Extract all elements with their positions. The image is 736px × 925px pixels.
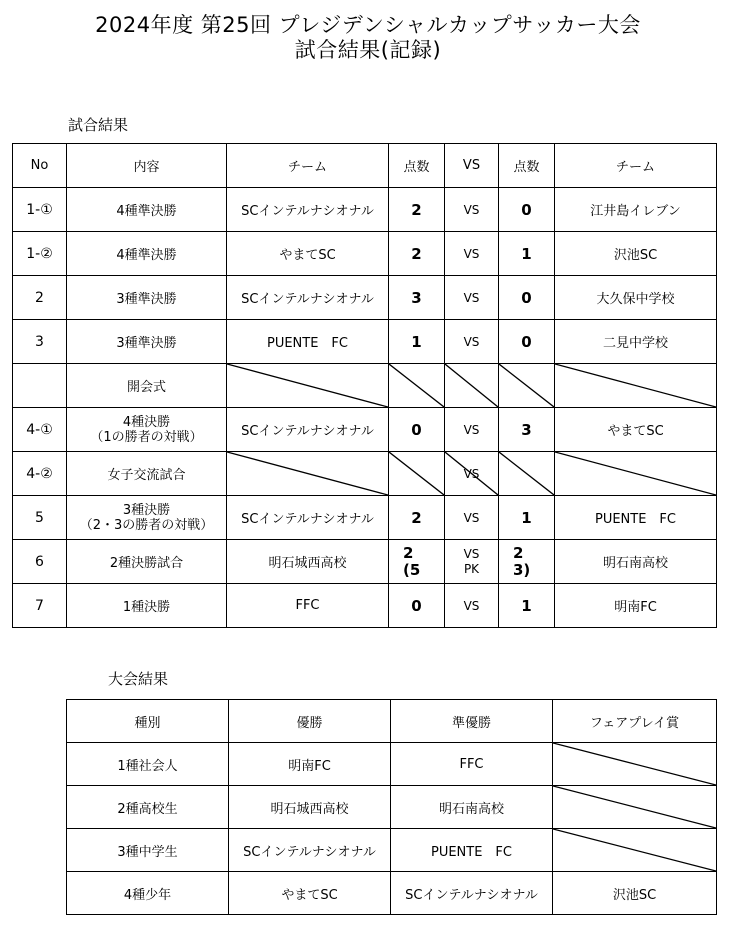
- vs-label: VS: [463, 466, 480, 481]
- award-category: 2種高校生: [67, 786, 229, 829]
- match-content: 女子交流試合: [67, 452, 227, 496]
- team2: やまてSC: [555, 408, 717, 452]
- match-no: 7: [13, 584, 67, 628]
- table-row: [67, 872, 717, 915]
- vs-label: VS: [445, 232, 499, 276]
- match-content: 4種準決勝: [67, 188, 227, 232]
- vs-label: VS: [445, 276, 499, 320]
- section-label-awards: 大会結果: [108, 670, 169, 688]
- team1: SCインテルナシオナル: [227, 408, 389, 452]
- results-header-row: [13, 144, 717, 188]
- table-row: [13, 496, 717, 540]
- vs-label-diagonal: [445, 452, 499, 496]
- team2: 明南FC: [555, 584, 717, 628]
- award-winner: 明南FC: [229, 743, 391, 786]
- table-row: [13, 364, 717, 408]
- vs-label: VS: [445, 320, 499, 364]
- award-winner: SCインテルナシオナル: [229, 829, 391, 872]
- match-no: 4-①: [13, 408, 67, 452]
- results-table: [12, 143, 717, 628]
- team2: 二見中学校: [555, 320, 717, 364]
- table-row: [13, 408, 717, 452]
- header-team1: チーム: [227, 144, 389, 188]
- score1: 2: [389, 188, 445, 232]
- score2: 1: [499, 496, 555, 540]
- empty-cell-diagonal: [499, 364, 555, 408]
- page-subtitle: 試合結果(記録): [294, 38, 442, 62]
- table-row: [67, 786, 717, 829]
- award-fairplay-diagonal: [553, 786, 717, 829]
- team2: 江井島イレブン: [555, 188, 717, 232]
- award-winner: やまてSC: [229, 872, 391, 915]
- award-runner-up: PUENTE FC: [391, 829, 553, 872]
- team1: 明石城西高校: [227, 540, 389, 584]
- award-category: 1種社会人: [67, 743, 229, 786]
- header-score2: 点数: [499, 144, 555, 188]
- score2: 0: [499, 188, 555, 232]
- pk-label: PK: [463, 561, 480, 576]
- team1: SCインテルナシオナル: [227, 496, 389, 540]
- header-vs: VS: [445, 144, 499, 188]
- score2-regular: 2: [513, 543, 524, 562]
- vs-label: VS: [445, 408, 499, 452]
- vs-label: VS: [445, 496, 499, 540]
- match-content: [67, 496, 227, 540]
- award-fairplay-diagonal: [553, 743, 717, 786]
- match-no: [13, 364, 67, 408]
- award-runner-up: 明石南高校: [391, 786, 553, 829]
- table-row: [13, 452, 717, 496]
- score2: 0: [499, 276, 555, 320]
- match-no: 3: [13, 320, 67, 364]
- score1: [389, 540, 445, 584]
- header-fairplay: フェアプレイ賞: [553, 700, 717, 743]
- match-content: 3種準決勝: [67, 276, 227, 320]
- table-row: [13, 188, 717, 232]
- score1-pk: (5: [403, 560, 421, 579]
- table-row: [13, 540, 717, 584]
- team1: SCインテルナシオナル: [227, 188, 389, 232]
- empty-cell-diagonal: [389, 452, 445, 496]
- awards-table: [66, 699, 717, 915]
- score1: 2: [389, 496, 445, 540]
- table-row: [13, 584, 717, 628]
- team2: 明石南高校: [555, 540, 717, 584]
- empty-cell-diagonal: [555, 364, 717, 408]
- vs-label: [445, 540, 499, 584]
- score2-pk: 3): [513, 560, 531, 579]
- score2: 3: [499, 408, 555, 452]
- match-content: 2種決勝試合: [67, 540, 227, 584]
- score1: 0: [389, 584, 445, 628]
- empty-cell-diagonal: [227, 452, 389, 496]
- section-label-results: 試合結果: [68, 116, 129, 134]
- score1: 0: [389, 408, 445, 452]
- empty-cell-diagonal: [555, 452, 717, 496]
- match-no: 4-②: [13, 452, 67, 496]
- match-content: 1種決勝: [67, 584, 227, 628]
- score1-regular: 2: [403, 543, 414, 562]
- table-row: [67, 743, 717, 786]
- match-content: 3種準決勝: [67, 320, 227, 364]
- team1: PUENTE FC: [227, 320, 389, 364]
- vs-label: VS: [445, 584, 499, 628]
- header-score1: 点数: [389, 144, 445, 188]
- match-content-line2: （1の勝者の対戦）: [90, 429, 203, 445]
- award-runner-up: SCインテルナシオナル: [391, 872, 553, 915]
- vs-label: VS: [445, 188, 499, 232]
- team2: PUENTE FC: [555, 496, 717, 540]
- header-winner: 優勝: [229, 700, 391, 743]
- match-content: 4種準決勝: [67, 232, 227, 276]
- match-content-line1: 3種決勝: [122, 502, 171, 518]
- score2: [499, 540, 555, 584]
- score2: 1: [499, 232, 555, 276]
- award-category: 4種少年: [67, 872, 229, 915]
- table-row: [13, 232, 717, 276]
- match-no: 1-①: [13, 188, 67, 232]
- award-runner-up: FFC: [391, 743, 553, 786]
- match-content: 開会式: [67, 364, 227, 408]
- header-no: No: [13, 144, 67, 188]
- match-content: [67, 408, 227, 452]
- empty-cell-diagonal: [389, 364, 445, 408]
- match-content-line2: （2・3の勝者の対戦）: [79, 517, 214, 533]
- awards-header-row: [67, 700, 717, 743]
- match-content-line1: 4種決勝: [122, 414, 171, 430]
- header-content: 内容: [67, 144, 227, 188]
- header-team2: チーム: [555, 144, 717, 188]
- score2: 1: [499, 584, 555, 628]
- team1: SCインテルナシオナル: [227, 276, 389, 320]
- team2: 沢池SC: [555, 232, 717, 276]
- team2: 大久保中学校: [555, 276, 717, 320]
- header-category: 種別: [67, 700, 229, 743]
- table-row: [13, 320, 717, 364]
- match-no: 2: [13, 276, 67, 320]
- match-no: 1-②: [13, 232, 67, 276]
- table-row: [13, 276, 717, 320]
- award-winner: 明石城西高校: [229, 786, 391, 829]
- score1: 1: [389, 320, 445, 364]
- vs-label-top: VS: [463, 546, 480, 561]
- award-fairplay: 沢池SC: [553, 872, 717, 915]
- empty-cell-diagonal: [499, 452, 555, 496]
- score1: 3: [389, 276, 445, 320]
- score2: 0: [499, 320, 555, 364]
- header-runner-up: 準優勝: [391, 700, 553, 743]
- page-title: 2024年度 第25回 プレジデンシャルカップサッカー大会: [95, 13, 641, 37]
- match-no: 6: [13, 540, 67, 584]
- match-no: 5: [13, 496, 67, 540]
- team1: FFC: [227, 584, 389, 628]
- award-category: 3種中学生: [67, 829, 229, 872]
- empty-cell-diagonal: [227, 364, 389, 408]
- score1: 2: [389, 232, 445, 276]
- team1: やまてSC: [227, 232, 389, 276]
- award-fairplay-diagonal: [553, 829, 717, 872]
- table-row: [67, 829, 717, 872]
- empty-cell-diagonal: [445, 364, 499, 408]
